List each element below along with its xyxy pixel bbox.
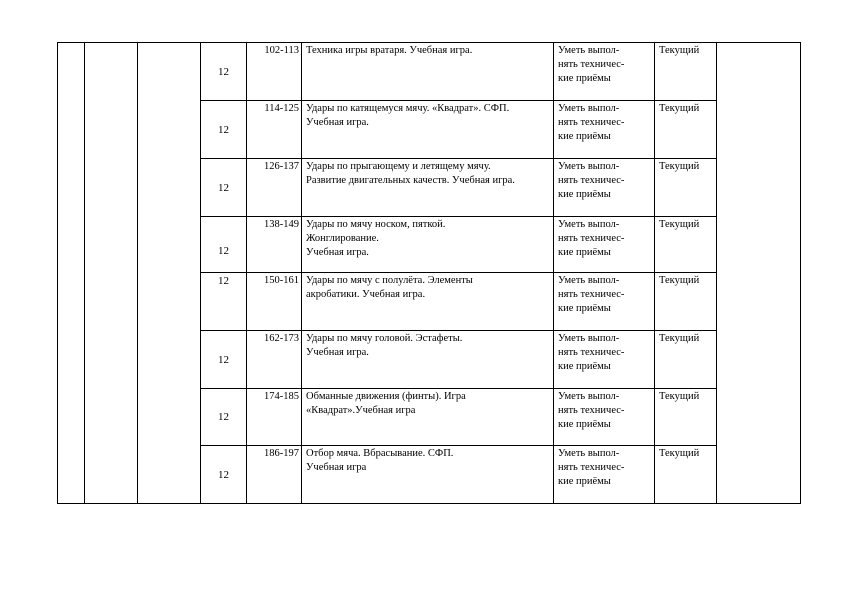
hours-cell: 12 [201, 217, 247, 273]
skill-line: кие приёмы [558, 247, 611, 258]
topic-line: Развитие двигательных качеств. Учебная игра. [306, 175, 515, 186]
skill-cell [554, 217, 655, 273]
control-type-cell: Текущий [655, 389, 717, 446]
topic-line: Техника игры вратаря. Учебная игра. [306, 45, 473, 56]
topic-cell [302, 43, 554, 101]
skill-line: кие приёмы [558, 131, 611, 142]
empty-cell-col1 [58, 43, 85, 504]
control-type-cell: Текущий [655, 101, 717, 159]
control-type-cell: Текущий [655, 43, 717, 101]
skill-line: кие приёмы [558, 303, 611, 314]
control-type-cell: Текущий [655, 331, 717, 389]
skill-line: Уметь выпол- [558, 448, 620, 459]
skill-cell [554, 159, 655, 217]
lesson-numbers-cell: 126-137 [247, 159, 302, 217]
empty-cell-col3 [138, 43, 201, 504]
control-type-cell: Текущий [655, 446, 717, 504]
hours-cell: 12 [201, 101, 247, 159]
lesson-numbers-cell: 102-113 [247, 43, 302, 101]
skill-line: кие приёмы [558, 73, 611, 84]
skill-cell [554, 101, 655, 159]
topic-line: Учебная игра. [306, 117, 369, 128]
skill-line: кие приёмы [558, 476, 611, 487]
topic-line: Обманные движения (финты). Игра [306, 391, 466, 402]
skill-cell [554, 446, 655, 504]
topic-cell [302, 446, 554, 504]
skill-line: Уметь выпол- [558, 219, 620, 230]
topic-line: Учебная игра. [306, 347, 369, 358]
skill-line: Уметь выпол- [558, 103, 620, 114]
hours-cell: 12 [201, 331, 247, 389]
lesson-numbers-cell: 186-197 [247, 446, 302, 504]
skill-cell [554, 331, 655, 389]
hours-cell: 12 [201, 159, 247, 217]
table-row [58, 43, 801, 101]
empty-cell-col2 [85, 43, 138, 504]
hours-cell: 12 [201, 446, 247, 504]
skill-line: Уметь выпол- [558, 161, 620, 172]
topic-line: Удары по мячу носком, пяткой. [306, 219, 446, 230]
skill-line: нять техничес- [558, 347, 625, 358]
table-body [58, 43, 801, 504]
topic-line: Удары по мячу головой. Эстафеты. [306, 333, 463, 344]
skill-line: нять техничес- [558, 117, 625, 128]
topic-line: Удары по мячу с полулёта. Элементы [306, 275, 473, 286]
lesson-numbers-cell: 162-173 [247, 331, 302, 389]
topic-cell [302, 389, 554, 446]
skill-line: Уметь выпол- [558, 391, 620, 402]
topic-line: Отбор мяча. Вбрасывание. СФП. [306, 448, 454, 459]
topic-line: акробатики. Учебная игра. [306, 289, 426, 300]
control-type-cell: Текущий [655, 273, 717, 331]
lesson-numbers-cell: 138-149 [247, 217, 302, 273]
topic-line: Учебная игра [306, 462, 367, 473]
skill-line: Уметь выпол- [558, 333, 620, 344]
skill-line: нять техничес- [558, 405, 625, 416]
topic-cell [302, 101, 554, 159]
hours-cell: 12 [201, 389, 247, 446]
topic-cell [302, 273, 554, 331]
skill-line: кие приёмы [558, 361, 611, 372]
topic-line: Удары по катящемуся мячу. «Квадрат». СФП. [306, 103, 510, 114]
lesson-numbers-cell: 150-161 [247, 273, 302, 331]
topic-cell [302, 331, 554, 389]
topic-line: Удары по прыгающему и летящему мячу. [306, 161, 491, 172]
skill-line: нять техничес- [558, 233, 625, 244]
lesson-numbers-cell: 114-125 [247, 101, 302, 159]
hours-cell: 12 [201, 273, 247, 331]
control-type-cell: Текущий [655, 217, 717, 273]
topic-cell [302, 159, 554, 217]
lesson-plan-table [57, 42, 801, 504]
skill-line: Уметь выпол- [558, 45, 620, 56]
skill-line: Уметь выпол- [558, 275, 620, 286]
skill-line: нять техничес- [558, 462, 625, 473]
lesson-numbers-cell: 174-185 [247, 389, 302, 446]
skill-cell [554, 389, 655, 446]
skill-line: нять техничес- [558, 59, 625, 70]
topic-line: «Квадрат».Учебная игра [306, 405, 416, 416]
topic-cell [302, 217, 554, 273]
skill-line: кие приёмы [558, 419, 611, 430]
skill-line: нять техничес- [558, 175, 625, 186]
topic-line: Учебная игра. [306, 247, 369, 258]
control-type-cell: Текущий [655, 159, 717, 217]
skill-cell [554, 43, 655, 101]
hours-cell: 12 [201, 43, 247, 101]
skill-cell [554, 273, 655, 331]
skill-line: нять техничес- [558, 289, 625, 300]
topic-line: Жонглирование. [306, 233, 379, 244]
skill-line: кие приёмы [558, 189, 611, 200]
empty-cell-last [717, 43, 801, 504]
